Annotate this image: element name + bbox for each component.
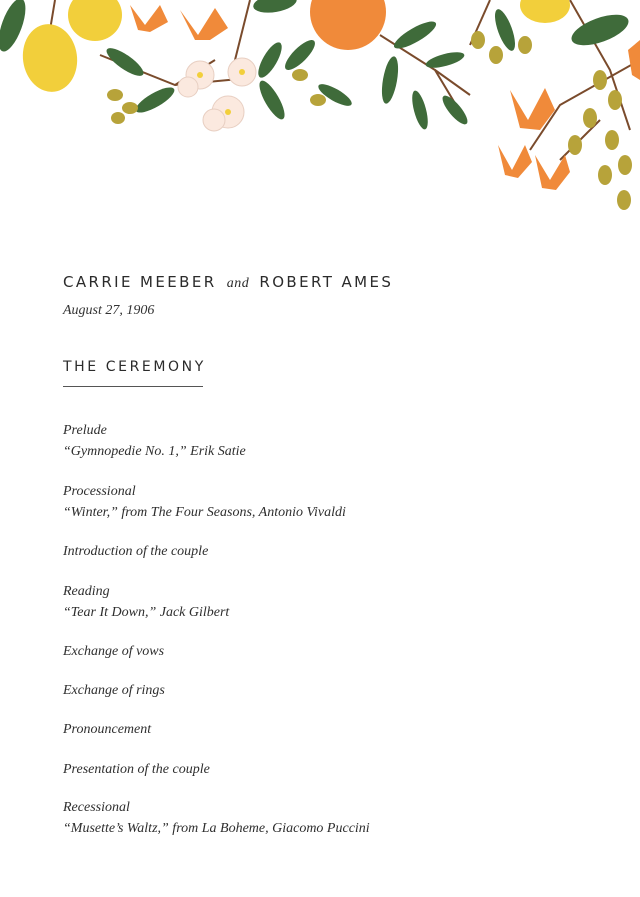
program-item-title: Recessional (63, 800, 130, 815)
program-item-title: Presentation of the couple (63, 762, 210, 777)
program-item-title: Exchange of rings (63, 683, 165, 698)
program-item-introduction (63, 541, 208, 562)
program-item-rings (63, 680, 165, 701)
program-item-title: Processional (63, 484, 136, 499)
program-item-detail: “Winter,” from The Four Seasons, Antonio Vivaldi (63, 505, 346, 520)
program-item-vows (63, 641, 164, 662)
program-item-pronouncement (63, 719, 151, 740)
program-item-recessional (63, 797, 370, 839)
couple-names (63, 273, 393, 292)
program-item-reading (63, 581, 229, 623)
program-item-processional (63, 481, 346, 523)
lemon-icon (19, 0, 570, 95)
floral-border (0, 0, 640, 230)
name-two: ROBERT AMES (259, 273, 394, 291)
wedding-date: August 27, 1906 (63, 303, 155, 318)
section-title: THE CEREMONY (63, 359, 206, 375)
name-one: CARRIE MEEBER (63, 273, 217, 291)
conjunction: and (226, 276, 250, 291)
program-item-title: Exchange of vows (63, 644, 165, 659)
program-item-title: Pronouncement (63, 722, 152, 737)
program-item-title: Prelude (63, 423, 107, 438)
white-blossom-icon (178, 58, 256, 131)
program-item-detail: “Gymnopedie No. 1,” Erik Satie (63, 444, 246, 459)
program-item-title: Reading (63, 584, 110, 599)
program-item-presentation (63, 759, 210, 780)
program-item-prelude (63, 420, 246, 462)
program-item-detail: “Musette’s Waltz,” from La Boheme, Giacomo Puccini (63, 821, 370, 836)
program-item-detail: “Tear It Down,” Jack Gilbert (63, 605, 230, 620)
orange-fruit-icon (310, 0, 386, 50)
title-underline (63, 386, 203, 387)
program-item-title: Introduction of the couple (63, 544, 209, 559)
